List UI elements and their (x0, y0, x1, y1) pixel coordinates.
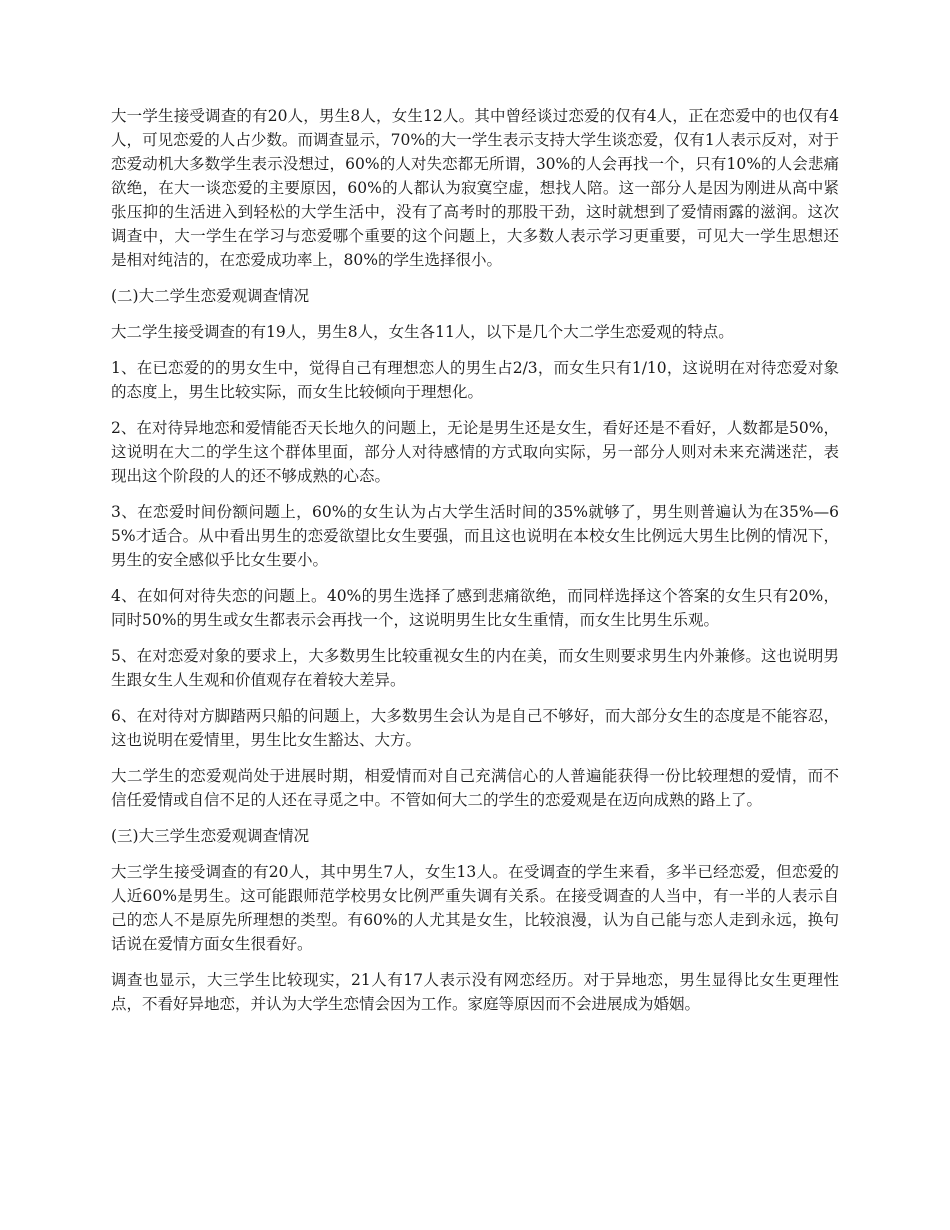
section-heading-junior: (三)大三学生恋爱观调查情况 (111, 827, 310, 845)
section-heading-sophomore: (二)大二学生恋爱观调查情况 (111, 287, 310, 305)
list-item-point-3: 3、在恋爱时间份额问题上，60%的女生认为占大学生活时间的35%就够了，男生则普遍认为在35%—65%才适合。从中看出男生的恋爱欲望比女生要强，而且这也说明在本校女生比例远大男生比例的情况下，男生的安全感似乎比女生要小。 (111, 503, 839, 569)
paragraph-freshman-survey: 大一学生接受调查的有20人，男生8人，女生12人。其中曾经谈过恋爱的仅有4人，正在恋爱中的也仅有4人，可见恋爱的人占少数。而调查显示，70%的大一学生表示支持大学生谈恋爱，仅有1人表示反对，对于恋爱动机大多数学生表示没想过，60%的人对失恋都无所谓，30%的人会再找一个，只有10%的人会悲痛欲绝，在大一谈恋爱的主要原因，60%的人都认为寂寞空虚，想找人陪。这一部分人是因为刚进从高中紧张压抑的生活进入到轻松的大学生活中，没有了高考时的那股干劲，这时就想到了爱情雨露的滋润。这次调查中，大一学生在学习与恋爱哪个重要的这个问题上，大多数人表示学习更重要，可见大一学生思想还是相对纯洁的，在恋爱成功率上，80%的学生选择很小。 (111, 107, 839, 269)
list-item-point-5: 5、在对恋爱对象的要求上，大多数男生比较重视女生的内在美，而女生则要求男生内外兼修。这也说明男生跟女生人生观和价值观存在着较大差异。 (111, 647, 839, 689)
paragraph-sophomore-summary: 大二学生的恋爱观尚处于进展时期，相爱情而对自己充满信心的人普遍能获得一份比较理想的爱情，而不信任爱情或自信不足的人还在寻觅之中。不管如何大二的学生的恋爱观是在迈向成熟的路上了。 (111, 767, 839, 809)
list-item-point-6: 6、在对待对方脚踏两只船的问题上，大多数男生会认为是自己不够好，而大部分女生的态度是不能容忍，这也说明在爱情里，男生比女生豁达、大方。 (111, 707, 839, 749)
document-body (111, 104, 839, 1028)
list-item-point-1: 1、在已恋爱的的男女生中，觉得自己有理想恋人的男生占2/3，而女生只有1/10，这说明在对待恋爱对象的态度上，男生比较实际，而女生比较倾向于理想化。 (111, 359, 839, 401)
paragraph-junior-survey: 大三学生接受调查的有20人，其中男生7人，女生13人。在受调查的学生来看，多半已经恋爱，但恋爱的人近60%是男生。这可能跟师范学校男女比例严重失调有关系。在接受调查的人当中，有一半的人表示自己的恋人不是原先所理想的类型。有60%的人尤其是女生，比较浪漫，认为自己能与恋人走到永远，换句话说在爱情方面女生很看好。 (111, 863, 839, 953)
list-item-point-4: 4、在如何对待失恋的问题上。40%的男生选择了感到悲痛欲绝，而同样选择这个答案的女生只有20%，同时50%的男生或女生都表示会再找一个，这说明男生比女生重情，而女生比男生乐观。 (111, 587, 839, 629)
paragraph-junior-findings: 调查也显示，大三学生比较现实，21人有17人表示没有网恋经历。对于异地恋，男生显得比女生更理性点，不看好异地恋，并认为大学生恋情会因为工作。家庭等原因而不会进展成为婚姻。 (111, 971, 839, 1013)
paragraph-sophomore-intro: 大二学生接受调查的有19人，男生8人，女生各11人，以下是几个大二学生恋爱观的特点。 (111, 323, 734, 341)
list-item-point-2: 2、在对待异地恋和爱情能否天长地久的问题上，无论是男生还是女生，看好还是不看好，人数都是50%，这说明在大二的学生这个群体里面，部分人对待感情的方式取向实际，另一部分人则对未来充满迷茫，表现出这个阶段的人的还不够成熟的心态。 (111, 419, 839, 485)
